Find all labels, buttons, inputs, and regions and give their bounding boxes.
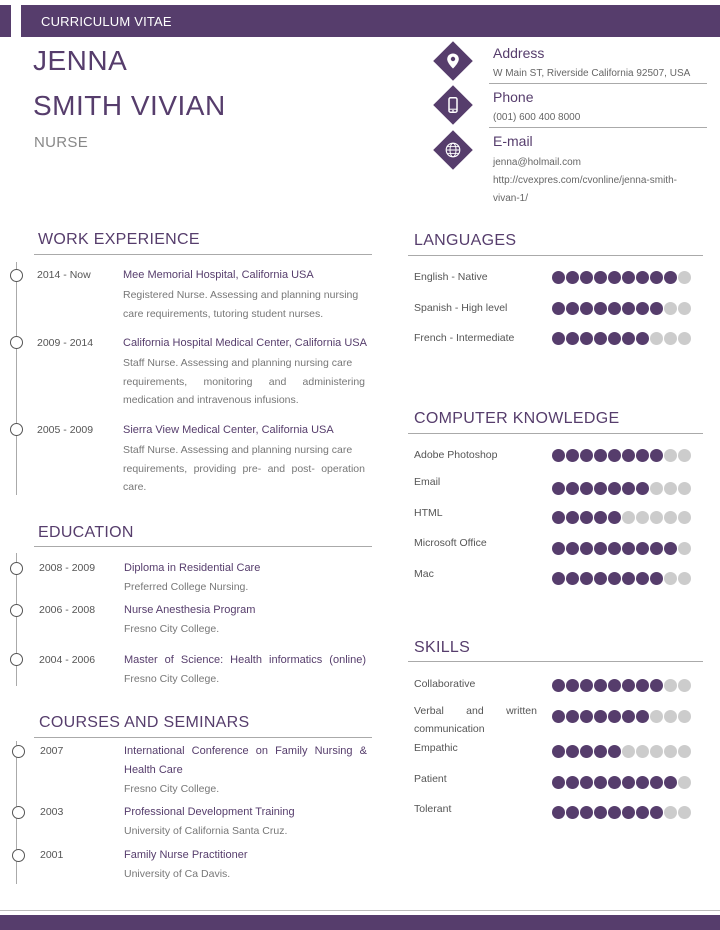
course-date: 2007 xyxy=(40,745,64,757)
rating-dot-filled xyxy=(608,776,621,789)
rating-dot-empty xyxy=(664,679,677,692)
rating-dot-empty xyxy=(664,806,677,819)
work-desc-line: Staff Nurse. Assessing and planning nursing care xyxy=(123,357,353,369)
computer-skill-label: Adobe Photoshop xyxy=(414,449,498,461)
rating-dot-filled xyxy=(608,806,621,819)
rating-dot-filled xyxy=(594,482,607,495)
work-experience-title: WORK EXPERIENCE xyxy=(38,231,200,248)
rating-dot-filled xyxy=(608,332,621,345)
rating-dot-filled xyxy=(636,776,649,789)
rating-dot-filled xyxy=(636,332,649,345)
languages-title: LANGUAGES xyxy=(414,232,517,249)
education-date: 2008 - 2009 xyxy=(39,562,96,574)
map-pin-icon xyxy=(446,53,460,69)
rating-dot-empty xyxy=(678,302,691,315)
rating-dot-filled xyxy=(580,745,593,758)
rating-dot-empty xyxy=(664,482,677,495)
rating-dot-filled xyxy=(552,679,565,692)
education-school: Preferred College Nursing. xyxy=(124,581,249,593)
rating-dot-empty xyxy=(678,482,691,495)
phone-divider xyxy=(489,127,707,128)
rating-dot-filled xyxy=(566,332,579,345)
education-date: 2006 - 2008 xyxy=(39,604,96,616)
phone-icon xyxy=(448,97,458,113)
rating-dot-filled xyxy=(622,679,635,692)
rating-dot-filled xyxy=(650,776,663,789)
language-label: French - Intermediate xyxy=(414,332,515,344)
rating-dot-filled xyxy=(566,302,579,315)
skill-label: Collaborative xyxy=(414,678,476,690)
education-date: 2004 - 2006 xyxy=(39,654,96,666)
work-desc-line: medication and intravenous infusions. xyxy=(123,394,299,406)
timeline-dot xyxy=(12,849,25,862)
rating-dot-filled xyxy=(636,679,649,692)
banner-notch xyxy=(11,5,21,37)
rating-dot-filled xyxy=(636,271,649,284)
first-name: JENNA xyxy=(33,45,128,76)
phone-label: Phone xyxy=(493,89,534,105)
rating-dot-empty xyxy=(678,542,691,555)
address-value: W Main ST, Riverside California 92507, USA xyxy=(493,68,691,79)
rating-dot-filled xyxy=(650,806,663,819)
rating-dot-filled xyxy=(650,572,663,585)
timeline-dot xyxy=(10,653,23,666)
skill-label-line-1: Verbal and written xyxy=(414,705,537,717)
rating-dot-filled xyxy=(608,745,621,758)
rating-dot-filled xyxy=(650,449,663,462)
course-date: 2001 xyxy=(40,849,64,861)
work-date: 2014 - Now xyxy=(37,269,91,281)
rating-dot-empty xyxy=(678,806,691,819)
rating-dot-filled xyxy=(622,332,635,345)
language-rating xyxy=(552,302,691,315)
rating-dot-filled xyxy=(622,449,635,462)
website-line-2[interactable]: vivan-1/ xyxy=(493,193,529,204)
rating-dot-filled xyxy=(608,542,621,555)
rating-dot-filled xyxy=(566,679,579,692)
rating-dot-filled xyxy=(594,776,607,789)
work-experience-divider xyxy=(34,254,372,255)
computer-skill-rating xyxy=(552,572,691,585)
rating-dot-empty xyxy=(664,332,677,345)
work-desc-line: Registered Nurse. Assessing and planning nursing xyxy=(123,289,359,301)
rating-dot-filled xyxy=(608,271,621,284)
rating-dot-filled xyxy=(622,572,635,585)
website-line-1[interactable]: http://cvexpres.com/cvonline/jenna-smith- xyxy=(493,175,677,186)
top-banner xyxy=(0,5,720,37)
rating-dot-filled xyxy=(664,542,677,555)
rating-dot-filled xyxy=(664,776,677,789)
course-institution: University of California Santa Cruz. xyxy=(124,825,288,837)
rating-dot-empty xyxy=(622,745,635,758)
rating-dot-filled xyxy=(608,511,621,524)
rating-dot-filled xyxy=(566,745,579,758)
rating-dot-empty xyxy=(678,449,691,462)
computer-skill-label: HTML xyxy=(414,507,443,519)
course-institution: Fresno City College. xyxy=(124,783,220,795)
rating-dot-empty xyxy=(664,511,677,524)
rating-dot-filled xyxy=(594,449,607,462)
work-date: 2009 - 2014 xyxy=(37,337,94,349)
course-title-line-2: Health Care xyxy=(124,764,183,776)
language-rating xyxy=(552,271,691,284)
rating-dot-filled xyxy=(608,679,621,692)
rating-dot-filled xyxy=(566,776,579,789)
skill-rating xyxy=(552,745,691,758)
work-description xyxy=(123,441,365,497)
rating-dot-filled xyxy=(594,271,607,284)
rating-dot-empty xyxy=(678,572,691,585)
timeline-dot xyxy=(10,269,23,282)
rating-dot-filled xyxy=(580,679,593,692)
rating-dot-filled xyxy=(552,302,565,315)
rating-dot-filled xyxy=(552,710,565,723)
rating-dot-empty xyxy=(650,482,663,495)
address-label: Address xyxy=(493,45,545,61)
email-label: E-mail xyxy=(493,133,533,149)
work-description xyxy=(123,354,365,410)
rating-dot-filled xyxy=(552,271,565,284)
education-title: EDUCATION xyxy=(38,524,134,541)
work-desc-line: Staff Nurse. Assessing and planning nursing care xyxy=(123,444,353,456)
address-divider xyxy=(489,83,707,84)
rating-dot-filled xyxy=(552,542,565,555)
language-label: English - Native xyxy=(414,271,488,283)
education-school: Fresno City College. xyxy=(124,623,220,635)
rating-dot-filled xyxy=(622,302,635,315)
work-desc-line: care requirements, tutoring student nurses. xyxy=(123,307,324,320)
work-desc-line: care. xyxy=(123,481,147,493)
work-timeline xyxy=(16,262,17,495)
course-title-line-1: International Conference on Family Nursing & xyxy=(124,745,367,757)
rating-dot-filled xyxy=(650,302,663,315)
courses-divider xyxy=(34,737,372,738)
computer-skill-rating xyxy=(552,511,691,524)
education-school: Fresno City College. xyxy=(124,673,220,685)
computer-skill-rating xyxy=(552,482,691,495)
computer-skill-label: Mac xyxy=(414,568,434,580)
education-divider xyxy=(34,546,372,547)
course-title: Professional Development Training xyxy=(124,806,295,818)
rating-dot-filled xyxy=(580,776,593,789)
timeline-dot xyxy=(12,806,25,819)
rating-dot-empty xyxy=(678,332,691,345)
rating-dot-filled xyxy=(566,806,579,819)
rating-dot-empty xyxy=(622,511,635,524)
rating-dot-filled xyxy=(566,449,579,462)
rating-dot-filled xyxy=(622,776,635,789)
rating-dot-filled xyxy=(566,482,579,495)
rating-dot-filled xyxy=(622,482,635,495)
language-label: Spanish - High level xyxy=(414,302,508,314)
rating-dot-filled xyxy=(594,679,607,692)
course-institution: University of Ca Davis. xyxy=(124,868,231,880)
work-title: Sierra View Medical Center, California USA xyxy=(123,424,334,436)
rating-dot-filled xyxy=(566,710,579,723)
globe-icon xyxy=(445,142,461,158)
rating-dot-filled xyxy=(608,482,621,495)
rating-dot-filled xyxy=(580,271,593,284)
rating-dot-filled xyxy=(622,806,635,819)
skill-label: Tolerant xyxy=(414,803,452,815)
rating-dot-filled xyxy=(552,776,565,789)
rating-dot-filled xyxy=(594,806,607,819)
rating-dot-filled xyxy=(552,332,565,345)
rating-dot-filled xyxy=(580,542,593,555)
rating-dot-empty xyxy=(678,511,691,524)
rating-dot-filled xyxy=(594,710,607,723)
skill-label-line-2: communication xyxy=(414,723,485,735)
rating-dot-filled xyxy=(566,572,579,585)
rating-dot-empty xyxy=(664,710,677,723)
work-title: California Hospital Medical Center, California USA xyxy=(123,337,367,349)
rating-dot-filled xyxy=(622,710,635,723)
rating-dot-empty xyxy=(678,710,691,723)
rating-dot-filled xyxy=(636,542,649,555)
rating-dot-filled xyxy=(664,271,677,284)
rating-dot-filled xyxy=(580,710,593,723)
address-icon-badge xyxy=(433,41,473,81)
languages-divider xyxy=(408,255,703,256)
rating-dot-filled xyxy=(552,745,565,758)
timeline-dot xyxy=(10,562,23,575)
timeline-dot xyxy=(10,423,23,436)
footer-banner xyxy=(0,915,720,930)
phone-value: (001) 600 400 8000 xyxy=(493,112,581,123)
rating-dot-filled xyxy=(636,449,649,462)
rating-dot-filled xyxy=(566,511,579,524)
work-title: Mee Memorial Hospital, California USA xyxy=(123,269,314,281)
email-icon-badge xyxy=(433,130,473,170)
rating-dot-filled xyxy=(580,806,593,819)
phone-icon-badge xyxy=(433,85,473,125)
course-title: Family Nurse Practitioner xyxy=(124,849,248,861)
rating-dot-empty xyxy=(678,679,691,692)
rating-dot-filled xyxy=(580,449,593,462)
rating-dot-filled xyxy=(566,271,579,284)
work-date: 2005 - 2009 xyxy=(37,424,94,436)
rating-dot-empty xyxy=(650,511,663,524)
rating-dot-filled xyxy=(650,271,663,284)
rating-dot-filled xyxy=(636,806,649,819)
rating-dot-empty xyxy=(650,332,663,345)
rating-dot-filled xyxy=(580,572,593,585)
computer-knowledge-title: COMPUTER KNOWLEDGE xyxy=(414,410,620,427)
rating-dot-empty xyxy=(664,302,677,315)
skill-rating xyxy=(552,776,691,789)
education-title-item: Master of Science: Health informatics (online) xyxy=(124,654,366,666)
skill-rating xyxy=(552,679,691,692)
email-value[interactable]: jenna@holmail.com xyxy=(493,157,581,168)
rating-dot-filled xyxy=(650,679,663,692)
rating-dot-filled xyxy=(636,482,649,495)
rating-dot-filled xyxy=(622,542,635,555)
rating-dot-empty xyxy=(664,449,677,462)
rating-dot-filled xyxy=(636,710,649,723)
rating-dot-filled xyxy=(594,542,607,555)
computer-skill-label: Email xyxy=(414,476,441,488)
course-date: 2003 xyxy=(40,806,64,818)
skill-rating xyxy=(552,806,691,819)
rating-dot-filled xyxy=(636,302,649,315)
rating-dot-filled xyxy=(608,572,621,585)
computer-skill-rating xyxy=(552,542,691,555)
rating-dot-filled xyxy=(594,511,607,524)
cv-label: CURRICULUM VITAE xyxy=(41,14,172,29)
rating-dot-filled xyxy=(580,511,593,524)
skill-rating xyxy=(552,710,691,723)
rating-dot-empty xyxy=(664,572,677,585)
work-description xyxy=(123,286,365,323)
rating-dot-filled xyxy=(622,271,635,284)
rating-dot-filled xyxy=(650,542,663,555)
skills-divider xyxy=(408,661,703,662)
skill-label: Patient xyxy=(414,773,447,785)
rating-dot-filled xyxy=(566,542,579,555)
job-title: NURSE xyxy=(34,134,89,151)
rating-dot-filled xyxy=(580,302,593,315)
rating-dot-filled xyxy=(552,482,565,495)
rating-dot-filled xyxy=(594,745,607,758)
rating-dot-filled xyxy=(594,572,607,585)
last-name: SMITH VIVIAN xyxy=(33,90,226,121)
computer-skill-rating xyxy=(552,449,691,462)
rating-dot-empty xyxy=(636,745,649,758)
skill-label: Empathic xyxy=(414,742,458,754)
timeline-dot xyxy=(10,336,23,349)
rating-dot-empty xyxy=(636,511,649,524)
rating-dot-filled xyxy=(580,482,593,495)
rating-dot-filled xyxy=(608,710,621,723)
rating-dot-filled xyxy=(608,449,621,462)
timeline-dot xyxy=(10,604,23,617)
computer-skill-label: Microsoft Office xyxy=(414,537,487,549)
work-desc-line: requirements, monitoring and administering xyxy=(123,375,365,388)
rating-dot-filled xyxy=(580,332,593,345)
education-title-item: Nurse Anesthesia Program xyxy=(124,604,256,616)
rating-dot-filled xyxy=(552,449,565,462)
rating-dot-empty xyxy=(650,745,663,758)
footer-divider xyxy=(0,910,720,911)
work-desc-line: requirements, providing pre- and post- operation xyxy=(123,462,365,475)
timeline-dot xyxy=(12,745,25,758)
courses-title: COURSES AND SEMINARS xyxy=(39,714,250,731)
rating-dot-empty xyxy=(678,745,691,758)
rating-dot-filled xyxy=(636,572,649,585)
rating-dot-empty xyxy=(664,745,677,758)
computer-knowledge-divider xyxy=(408,433,703,434)
rating-dot-empty xyxy=(678,271,691,284)
rating-dot-empty xyxy=(650,710,663,723)
language-rating xyxy=(552,332,691,345)
rating-dot-filled xyxy=(594,332,607,345)
rating-dot-filled xyxy=(608,302,621,315)
rating-dot-filled xyxy=(552,511,565,524)
education-title-item: Diploma in Residential Care xyxy=(124,562,261,574)
rating-dot-filled xyxy=(552,806,565,819)
rating-dot-filled xyxy=(594,302,607,315)
rating-dot-filled xyxy=(552,572,565,585)
rating-dot-empty xyxy=(678,776,691,789)
skills-title: SKILLS xyxy=(414,639,471,656)
